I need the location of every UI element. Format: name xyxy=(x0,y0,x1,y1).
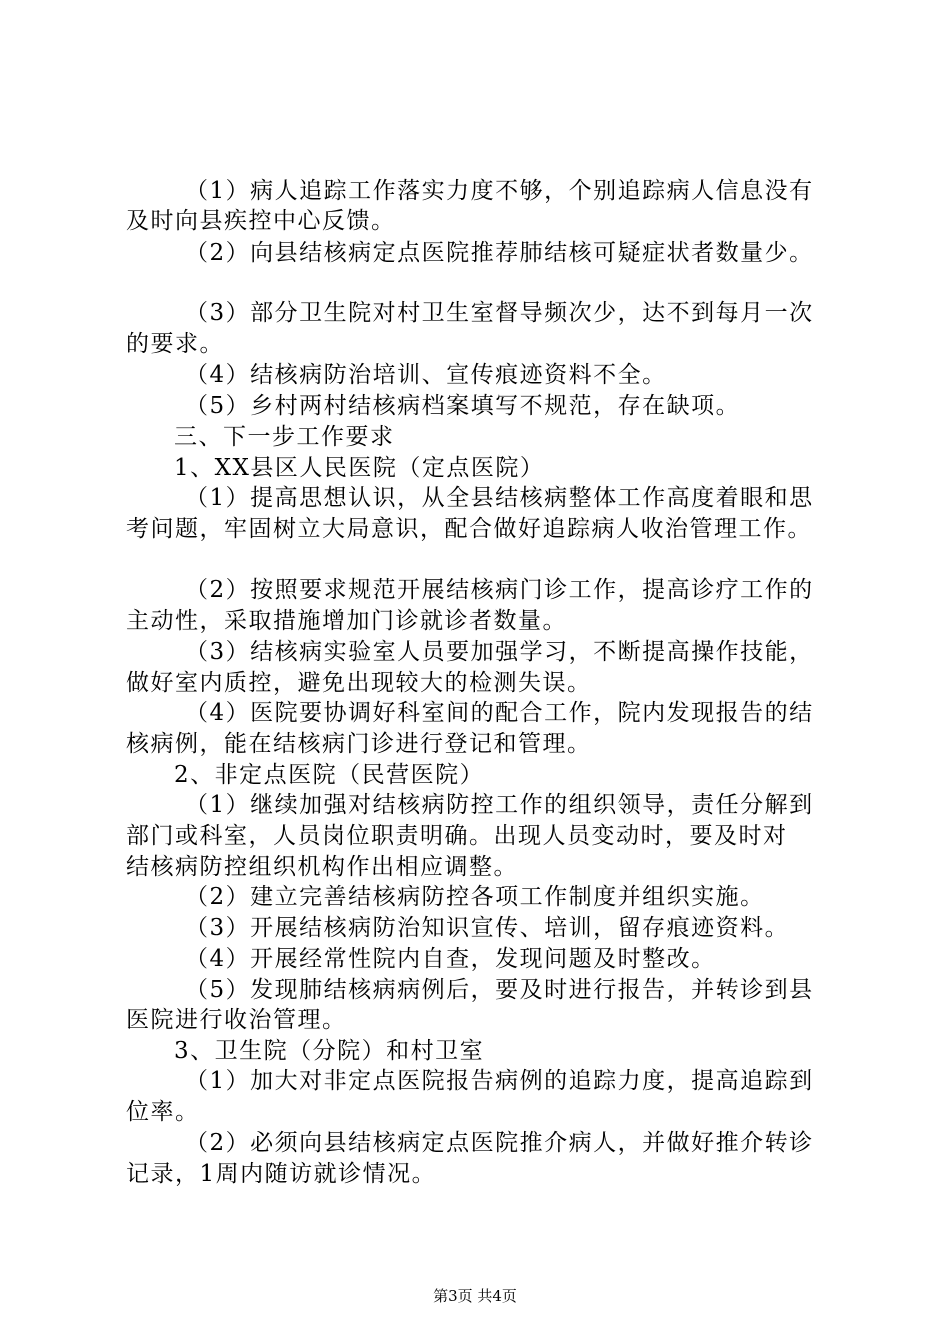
paragraph-line: （1）继续加强对结核病防控工作的组织领导，责任分解到 xyxy=(185,792,814,818)
paragraph-line: （3）结核病实验室人员要加强学习，不断提高操作技能， xyxy=(185,639,814,665)
paragraph-line: 记录，1周内随访就诊情况。 xyxy=(126,1161,437,1187)
page-footer: 第3页 共4页 xyxy=(433,1287,517,1305)
paragraph-line: （2）必须向县结核病定点医院推介病人，并做好推介转诊 xyxy=(185,1130,814,1156)
paragraph-line: （4）开展经常性院内自查，发现问题及时整改。 xyxy=(185,946,716,972)
subsection-heading: 3、卫生院（分院）和村卫室 xyxy=(174,1038,485,1064)
paragraph-line: （5）乡村两村结核病档案填写不规范，存在缺项。 xyxy=(185,393,741,419)
paragraph-line: （5）发现肺结核病病例后，要及时进行报告，并转诊到县 xyxy=(185,977,814,1003)
paragraph-line: （3）部分卫生院对村卫生室督导频次少，达不到每月一次 xyxy=(185,300,814,326)
paragraph-line: 主动性，采取措施增加门诊就诊者数量。 xyxy=(126,608,567,634)
paragraph-line: （2）建立完善结核病防控各项工作制度并组织实施。 xyxy=(185,884,765,910)
paragraph-line: 核病例，能在结核病门诊进行登记和管理。 xyxy=(126,731,592,757)
paragraph-line: 结核病防控组织机构作出相应调整。 xyxy=(126,854,518,880)
paragraph-line: 的要求。 xyxy=(126,331,224,357)
paragraph-line: （2）向县结核病定点医院推荐肺结核可疑症状者数量少。 xyxy=(185,240,814,266)
paragraph-line: 及时向县疾控中心反馈。 xyxy=(126,208,396,234)
subsection-heading: 1、XX县区人民医院（定点医院） xyxy=(174,455,545,481)
paragraph-line: 考问题，牢固树立大局意识，配合做好追踪病人收治管理工作。 xyxy=(126,516,812,542)
paragraph-line: 做好室内质控，避免出现较大的检测失误。 xyxy=(126,670,592,696)
paragraph-line: （2）按照要求规范开展结核病门诊工作，提高诊疗工作的 xyxy=(185,577,814,603)
paragraph-line: （4）结核病防治培训、宣传痕迹资料不全。 xyxy=(185,362,667,388)
section-heading: 三、下一步工作要求 xyxy=(174,424,395,450)
paragraph-line: （1）病人追踪工作落实力度不够，个别追踪病人信息没有 xyxy=(185,178,814,204)
paragraph-line: （1）提高思想认识，从全县结核病整体工作高度着眼和思 xyxy=(185,485,814,511)
subsection-heading: 2、非定点医院（民营医院） xyxy=(174,762,485,788)
paragraph-line: 部门或科室，人员岗位职责明确。出现人员变动时，要及时对 xyxy=(126,823,788,849)
paragraph-line: （4）医院要协调好科室间的配合工作，院内发现报告的结 xyxy=(185,700,814,726)
paragraph-line: （1）加大对非定点医院报告病例的追踪力度，提高追踪到 xyxy=(185,1068,814,1094)
paragraph-line: （3）开展结核病防治知识宣传、培训，留存痕迹资料。 xyxy=(185,915,790,941)
paragraph-line: 医院进行收治管理。 xyxy=(126,1007,347,1033)
paragraph-line: 位率。 xyxy=(126,1099,200,1125)
